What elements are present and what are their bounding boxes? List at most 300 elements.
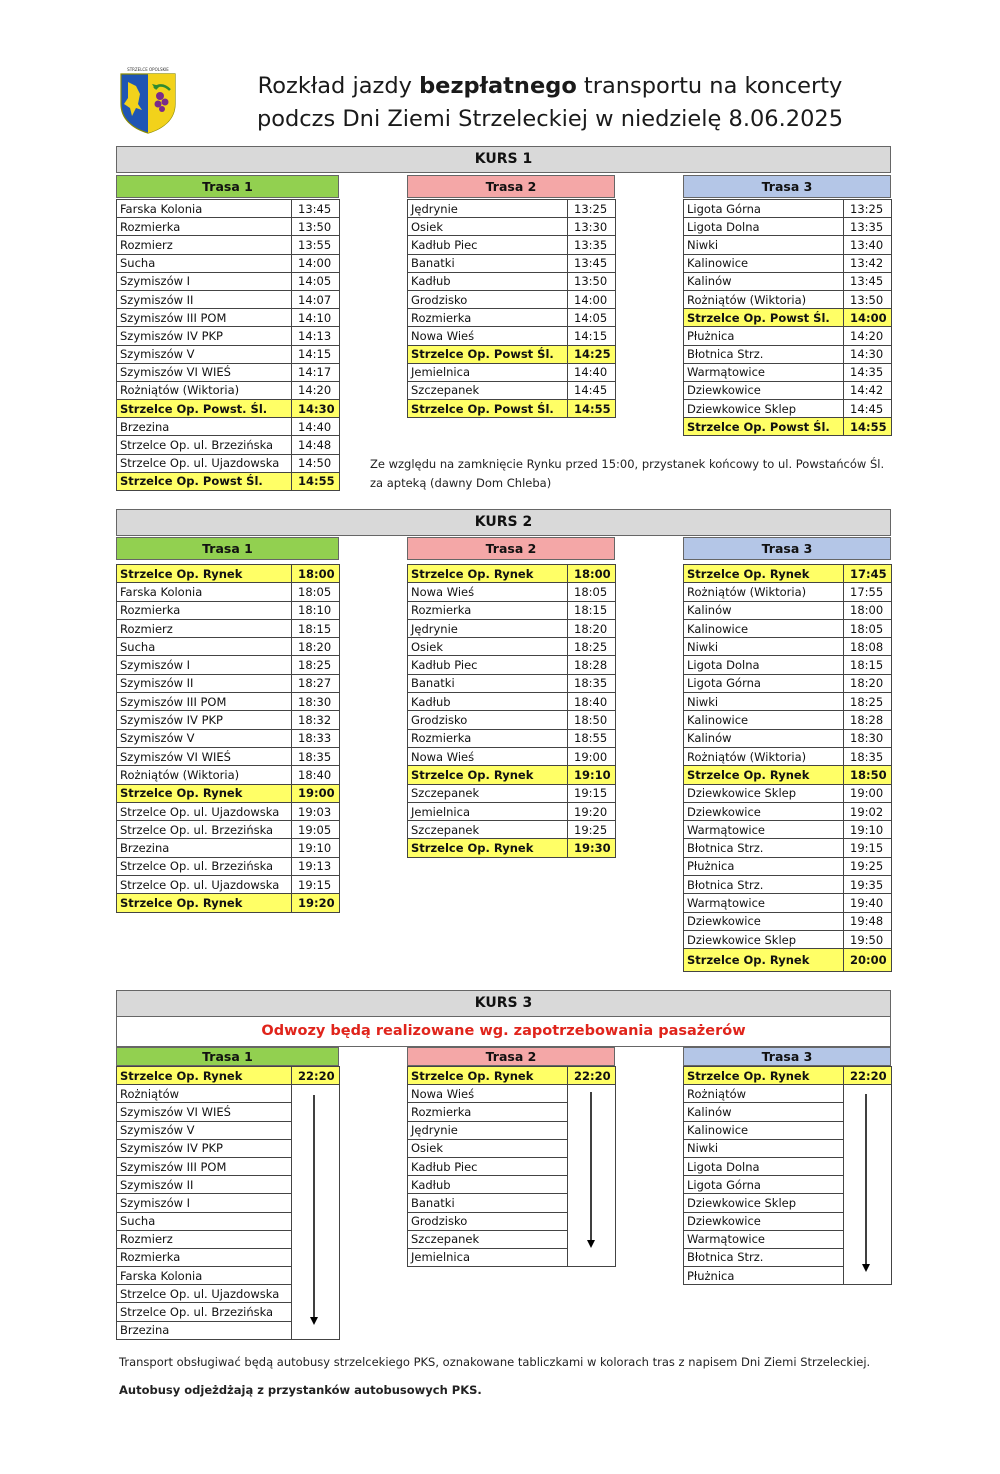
departure-time: 19:15: [844, 839, 892, 857]
table-row: [684, 912, 892, 930]
stop-name: Strzelce Op. Powst Śl.: [684, 418, 844, 436]
stop-name: Szymiszów VI WIEŚ: [117, 1103, 292, 1121]
stop-name: Ligota Górna: [684, 674, 844, 692]
stop-name: Strzelce Op. Rynek: [408, 766, 568, 784]
kurs1-route1-table: [116, 199, 340, 491]
table-row: [117, 711, 340, 729]
stop-name: Osiek: [408, 638, 568, 656]
table-row: [117, 1157, 340, 1175]
table-row: [117, 565, 340, 583]
departure-time: 19:25: [568, 821, 616, 839]
table-row: [684, 327, 892, 345]
departure-time: 18:50: [844, 766, 892, 784]
departure-time: 19:25: [844, 857, 892, 875]
stop-name: Sucha: [117, 1212, 292, 1230]
stop-name: Jędrynie: [408, 200, 568, 218]
table-row: [117, 1194, 340, 1212]
stop-name: Szymiszów I: [117, 272, 292, 290]
stop-name: Kalinowice: [684, 619, 844, 637]
stop-name: Kalinowice: [684, 1121, 844, 1139]
stop-name: Rozmierz: [117, 1230, 292, 1248]
table-row: [117, 821, 340, 839]
kurs1-route3-header: Trasa 3: [683, 175, 891, 198]
kurs3-route2-arrow-icon: [585, 1092, 597, 1252]
stop-name: Rozmierka: [408, 309, 568, 327]
departure-time: 18:05: [844, 619, 892, 637]
stop-name: Szymiszów I: [117, 1194, 292, 1212]
stop-name: Dziewkowice: [684, 1212, 844, 1230]
stop-name: Ligota Górna: [684, 200, 844, 218]
departure-time: 18:35: [568, 674, 616, 692]
departure-time: 18:27: [292, 674, 340, 692]
departure-time: 14:20: [844, 327, 892, 345]
stop-name: Strzelce Op. ul. Brzezińska: [117, 821, 292, 839]
table-row: [684, 418, 892, 436]
departure-time: 18:40: [568, 693, 616, 711]
table-row: [117, 345, 340, 363]
stop-name: Rozmierka: [408, 729, 568, 747]
departure-time: 14:00: [292, 254, 340, 272]
table-row: [408, 619, 616, 637]
footer-note: Transport obsługiwać będą autobusy strzelcekiego PKS, oznakowane tabliczkami w kolorach tras z napisem Dni Ziemi Strzeleckiej.: [119, 1355, 871, 1369]
table-row: [684, 290, 892, 308]
table-row: [684, 802, 892, 820]
departure-time: 14:50: [292, 454, 340, 472]
table-row: [117, 784, 340, 802]
stop-name: Szczepanek: [408, 784, 568, 802]
stop-name: Rożniątów: [117, 1085, 292, 1103]
stop-name: Szymiszów III POM: [117, 309, 292, 327]
stop-name: Strzelce Op. Rynek: [117, 784, 292, 802]
stop-name: Szymiszów VI WIEŚ: [117, 363, 292, 381]
kurs2-route1-table: [116, 564, 340, 913]
table-row: [117, 236, 340, 254]
stop-name: Rozmierka: [117, 218, 292, 236]
kurs3-route3-header: Trasa 3: [683, 1047, 891, 1066]
departure-time: 13:35: [844, 218, 892, 236]
table-row: [117, 876, 340, 894]
table-row: [117, 802, 340, 820]
departure-time: 19:00: [844, 784, 892, 802]
stop-name: Kadłub Piec: [408, 1157, 568, 1175]
stop-name: Banatki: [408, 1194, 568, 1212]
table-row: [117, 1139, 340, 1157]
table-row: [408, 381, 616, 399]
stop-name: Jemielnica: [408, 1248, 568, 1266]
table-row: [684, 747, 892, 765]
table-row: [117, 272, 340, 290]
table-row: [117, 254, 340, 272]
departure-time: 20:00: [844, 949, 892, 971]
table-row: [117, 583, 340, 601]
table-row: [117, 729, 340, 747]
stop-name: Szymiszów V: [117, 1121, 292, 1139]
table-row: [117, 1085, 340, 1103]
table-row: [684, 894, 892, 912]
table-row: [117, 309, 340, 327]
kurs2-route2-table: [407, 564, 616, 858]
kurs2-route3-header: Trasa 3: [683, 537, 891, 560]
departure-time: 13:45: [568, 254, 616, 272]
table-row: [408, 711, 616, 729]
table-row: [408, 345, 616, 363]
stop-name: Strzelce Op. Rynek: [408, 565, 568, 583]
stop-name: Szymiszów III POM: [117, 1157, 292, 1175]
departure-time: 22:20: [292, 1067, 340, 1085]
stop-name: Szczepanek: [408, 381, 568, 399]
table-row: [408, 839, 616, 857]
stop-name: Szymiszów VI WIEŚ: [117, 747, 292, 765]
departure-time: 18:35: [844, 747, 892, 765]
stop-name: Jędrynie: [408, 619, 568, 637]
table-row: [117, 1103, 340, 1121]
stop-name: Grodzisko: [408, 290, 568, 308]
stop-name: Strzelce Op. ul. Ujazdowska: [117, 876, 292, 894]
stop-name: Strzelce Op. ul. Ujazdowska: [117, 454, 292, 472]
departure-time: 18:33: [292, 729, 340, 747]
stop-name: Strzelce Op. Powst Śl.: [408, 400, 568, 418]
stop-name: Płużnica: [684, 857, 844, 875]
departure-time: 18:20: [292, 638, 340, 656]
stop-name: Sucha: [117, 254, 292, 272]
table-row: [117, 638, 340, 656]
stop-name: Nowa Wieś: [408, 747, 568, 765]
kurs1-route3-table: [683, 199, 892, 436]
departure-time: 14:42: [844, 381, 892, 399]
stop-name: Farska Kolonia: [117, 1267, 292, 1285]
stop-name: Rożniątów (Wiktoria): [117, 766, 292, 784]
departure-time: 14:55: [292, 472, 340, 490]
departure-time: 19:40: [844, 894, 892, 912]
departure-time: 18:25: [844, 693, 892, 711]
table-row: [408, 583, 616, 601]
table-row: [408, 674, 616, 692]
stop-name: Jędrynie: [408, 1121, 568, 1139]
departure-time: 14:30: [292, 400, 340, 418]
departure-time: 19:10: [844, 821, 892, 839]
departure-time: 18:00: [292, 565, 340, 583]
kurs2-route3-table: [683, 564, 892, 972]
table-row: [408, 747, 616, 765]
departure-time: 13:25: [568, 200, 616, 218]
table-row: [117, 1285, 340, 1303]
departure-time: 13:40: [844, 236, 892, 254]
kurs1-route2-header: Trasa 2: [407, 175, 615, 198]
kurs2-route2-header: Trasa 2: [407, 537, 615, 560]
stop-name: Warmątowice: [684, 363, 844, 381]
departure-time: 14:13: [292, 327, 340, 345]
departure-time: 18:25: [568, 638, 616, 656]
table-row: [684, 656, 892, 674]
table-row: [684, 784, 892, 802]
departure-time: 19:10: [568, 766, 616, 784]
stop-name: Grodzisko: [408, 711, 568, 729]
table-row: [408, 693, 616, 711]
table-row: [117, 381, 340, 399]
table-row: [408, 254, 616, 272]
departure-time: 13:45: [292, 200, 340, 218]
table-row: [408, 601, 616, 619]
stop-name: Rozmierka: [408, 1103, 568, 1121]
table-row: [408, 729, 616, 747]
departure-time: 18:20: [844, 674, 892, 692]
stop-name: Warmątowice: [684, 1230, 844, 1248]
table-row: [117, 674, 340, 692]
stop-name: Błotnica Strz.: [684, 839, 844, 857]
stop-name: Warmątowice: [684, 894, 844, 912]
stop-name: Grodzisko: [408, 1212, 568, 1230]
stop-name: Kalinów: [684, 1103, 844, 1121]
departure-time: 19:13: [292, 857, 340, 875]
stop-name: Dziewkowice Sklep: [684, 784, 844, 802]
departure-time: 14:25: [568, 345, 616, 363]
table-row: [408, 218, 616, 236]
stop-name: Strzelce Op. Rynek: [684, 949, 844, 971]
table-row: [117, 693, 340, 711]
stop-name: Rożniątów (Wiktoria): [684, 290, 844, 308]
departure-time: 19:20: [568, 802, 616, 820]
departure-time: 14:00: [844, 309, 892, 327]
stop-name: Strzelce Op. Powst Śl.: [408, 345, 568, 363]
stop-name: Strzelce Op. Powst. Śl.: [117, 400, 292, 418]
departure-time: 22:20: [568, 1067, 616, 1085]
departure-time: 19:50: [844, 930, 892, 948]
stop-name: Brzezina: [117, 1321, 292, 1339]
table-row: [117, 1321, 340, 1339]
table-row: [684, 876, 892, 894]
table-row: [684, 857, 892, 875]
stop-name: Rozmierka: [117, 1248, 292, 1266]
departure-time: 14:07: [292, 290, 340, 308]
table-row: [684, 821, 892, 839]
departure-time: 14:45: [844, 400, 892, 418]
stop-name: Szczepanek: [408, 821, 568, 839]
departure-time: 19:05: [292, 821, 340, 839]
departure-time: 19:10: [292, 839, 340, 857]
table-row: [408, 821, 616, 839]
stop-name: Farska Kolonia: [117, 200, 292, 218]
table-row: [117, 747, 340, 765]
coat-caption: STRZELCE OPOLSKIE: [127, 67, 169, 72]
stop-name: Szymiszów II: [117, 290, 292, 308]
table-row: [117, 218, 340, 236]
stop-name: Nowa Wieś: [408, 583, 568, 601]
departure-time: 14:40: [292, 418, 340, 436]
stop-name: Strzelce Op. ul. Brzezińska: [117, 1303, 292, 1321]
departure-time: 14:05: [292, 272, 340, 290]
departure-time: 19:30: [568, 839, 616, 857]
table-row: [684, 309, 892, 327]
kurs3-route2-header: Trasa 2: [407, 1047, 615, 1066]
stop-name: Szymiszów IV PKP: [117, 1139, 292, 1157]
stop-name: Kalinowice: [684, 254, 844, 272]
table-row: [684, 254, 892, 272]
stop-name: Strzelce Op. Rynek: [117, 1067, 292, 1085]
departure-time: 18:30: [844, 729, 892, 747]
table-row: [408, 309, 616, 327]
departure-time: 18:00: [844, 601, 892, 619]
table-row: [117, 400, 340, 418]
stop-name: Niwki: [684, 638, 844, 656]
table-row: [684, 674, 892, 692]
table-row: [684, 381, 892, 399]
stop-name: Szymiszów II: [117, 674, 292, 692]
departure-time: 18:28: [844, 711, 892, 729]
departure-time: 14:00: [568, 290, 616, 308]
stop-name: Warmątowice: [684, 821, 844, 839]
table-row: [684, 601, 892, 619]
stop-name: Kalinów: [684, 729, 844, 747]
table-row: [408, 236, 616, 254]
stop-name: Strzelce Op. Powst Śl.: [684, 309, 844, 327]
departure-time: 17:55: [844, 583, 892, 601]
stop-name: Szymiszów II: [117, 1176, 292, 1194]
stop-name: Szymiszów I: [117, 656, 292, 674]
stop-name: Rożniątów: [684, 1085, 844, 1103]
stop-name: Rożniątów (Wiktoria): [117, 381, 292, 399]
departure-time: 18:25: [292, 656, 340, 674]
departure-time: 13:35: [568, 236, 616, 254]
kurs1-route1-header: Trasa 1: [116, 175, 339, 198]
stop-name: Strzelce Op. ul. Ujazdowska: [117, 802, 292, 820]
table-row: [117, 454, 340, 472]
departure-time: 18:55: [568, 729, 616, 747]
table-row: [408, 327, 616, 345]
table-row: [684, 930, 892, 948]
stop-name: Błotnica Strz.: [684, 345, 844, 363]
stop-name: Jemielnica: [408, 802, 568, 820]
table-row: [117, 363, 340, 381]
table-row: [684, 711, 892, 729]
table-row: [684, 218, 892, 236]
departure-time: 18:40: [292, 766, 340, 784]
stop-name: Rożniątów (Wiktoria): [684, 747, 844, 765]
page-title: Rozkład jazdy bezpłatnego transportu na koncerty podczs Dni Ziemi Strzeleckiej w niedzielę 8.06.2025: [256, 73, 844, 132]
table-row: [408, 565, 616, 583]
table-row: [684, 638, 892, 656]
departure-time: 14:17: [292, 363, 340, 381]
departure-time: 19:48: [844, 912, 892, 930]
stop-name: Dziewkowice Sklep: [684, 1194, 844, 1212]
table-row: [684, 400, 892, 418]
stop-name: Kalinów: [684, 272, 844, 290]
departure-time: 13:42: [844, 254, 892, 272]
table-row: [408, 766, 616, 784]
stop-name: Szczepanek: [408, 1230, 568, 1248]
departure-time: 19:15: [568, 784, 616, 802]
stop-name: Farska Kolonia: [117, 583, 292, 601]
departure-time: 18:05: [568, 583, 616, 601]
departure-time: 14:15: [292, 345, 340, 363]
table-row: [684, 345, 892, 363]
stop-name: Dziewkowice Sklep: [684, 930, 844, 948]
stop-name: Strzelce Op. Rynek: [408, 839, 568, 857]
departure-time: 14:48: [292, 436, 340, 454]
table-row: [408, 400, 616, 418]
stop-name: Brzezina: [117, 418, 292, 436]
stop-name: Kadłub: [408, 693, 568, 711]
stop-name: Strzelce Op. Rynek: [684, 565, 844, 583]
table-row: [117, 1267, 340, 1285]
departure-time: 14:10: [292, 309, 340, 327]
table-row: [117, 1121, 340, 1139]
departure-time: 19:35: [844, 876, 892, 894]
table-row: [117, 1248, 340, 1266]
table-row: [117, 619, 340, 637]
footer-note-bold: Autobusy odjeżdżają z przystanków autobusowych PKS.: [119, 1383, 482, 1397]
departure-time: 13:25: [844, 200, 892, 218]
departure-time: 18:15: [568, 601, 616, 619]
stop-name: Nowa Wieś: [408, 1085, 568, 1103]
table-row: [408, 200, 616, 218]
stop-name: Płużnica: [684, 1267, 844, 1285]
stop-name: Strzelce Op. ul. Ujazdowska: [117, 1285, 292, 1303]
table-row: [117, 656, 340, 674]
kurs1-note: Ze względu na zamknięcie Rynku przed 15:00, przystanek końcowy to ul. Powstańców Śl. za apteką (dawny Dom Chleba): [370, 457, 885, 490]
departure-time: 13:50: [844, 290, 892, 308]
table-row: [408, 784, 616, 802]
departure-time: 18:20: [568, 619, 616, 637]
departure-time: 18:00: [568, 565, 616, 583]
departure-time: 14:45: [568, 381, 616, 399]
table-row: [117, 1230, 340, 1248]
kurs3-route1-arrow-icon: [308, 1095, 320, 1327]
table-row: [117, 857, 340, 875]
departure-time: 18:28: [568, 656, 616, 674]
departure-time: 18:15: [844, 656, 892, 674]
kurs3-subtitle: Odwozy będą realizowane wg. zapotrzebowania pasażerów: [116, 1017, 891, 1047]
departure-time: 19:20: [292, 894, 340, 912]
table-row: [684, 236, 892, 254]
stop-name: Dziewkowice: [684, 381, 844, 399]
stop-name: Strzelce Op. Powst Śl.: [117, 472, 292, 490]
departure-time: 18:30: [292, 693, 340, 711]
stop-name: Ligota Dolna: [684, 656, 844, 674]
stop-name: Rozmierka: [117, 601, 292, 619]
table-row: [408, 802, 616, 820]
stop-name: Ligota Dolna: [684, 1157, 844, 1175]
stop-name: Jemielnica: [408, 363, 568, 381]
table-row: [684, 619, 892, 637]
stop-name: Rozmierka: [408, 601, 568, 619]
table-row: [408, 290, 616, 308]
departure-time: 18:15: [292, 619, 340, 637]
table-row: [117, 839, 340, 857]
stop-name: Niwki: [684, 693, 844, 711]
kurs3-route1-table: [116, 1066, 340, 1340]
departure-time: 14:20: [292, 381, 340, 399]
stop-name: Brzezina: [117, 839, 292, 857]
stop-name: Kadłub: [408, 272, 568, 290]
stop-name: Strzelce Op. Rynek: [117, 565, 292, 583]
stop-name: Kadłub Piec: [408, 656, 568, 674]
stop-name: Banatki: [408, 674, 568, 692]
stop-name: Dziewkowice: [684, 912, 844, 930]
stop-name: Strzelce Op. Rynek: [117, 894, 292, 912]
departure-time: 19:00: [292, 784, 340, 802]
kurs1-title: KURS 1: [116, 146, 891, 173]
table-row: [117, 1176, 340, 1194]
stop-name: Kadłub Piec: [408, 236, 568, 254]
table-row: [684, 200, 892, 218]
stop-name: Szymiszów V: [117, 729, 292, 747]
table-row: [684, 693, 892, 711]
departure-time: 19:03: [292, 802, 340, 820]
departure-time: 19:02: [844, 802, 892, 820]
departure-time: 18:35: [292, 747, 340, 765]
table-row: [117, 327, 340, 345]
table-row: [117, 1212, 340, 1230]
